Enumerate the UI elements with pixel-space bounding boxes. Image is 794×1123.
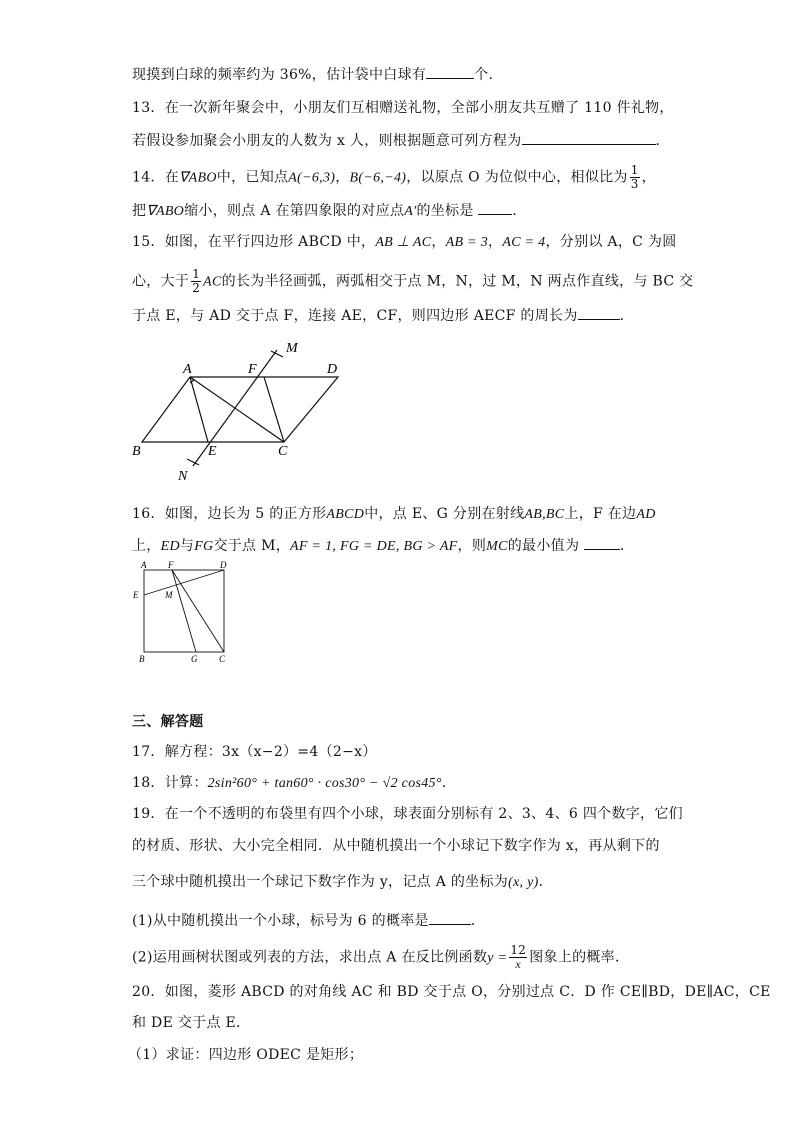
q19-line1: 19．在一个不透明的布袋里有四个小球，球表面分别标有 2、3、4、6 四个数字，它们 bbox=[132, 806, 683, 822]
q15-text: ， bbox=[431, 234, 446, 250]
answer-blank bbox=[578, 305, 620, 320]
q15-text: 的长为半径画弧，两弧相交于点 M，N，过 M，N 两点作直线，与 BC 交 bbox=[221, 273, 694, 290]
q16-square-figure bbox=[130, 558, 240, 668]
q14-ratio-fraction bbox=[630, 164, 640, 191]
q15-math: AB = 3 bbox=[445, 235, 489, 250]
q13-line2 bbox=[132, 130, 670, 151]
label-e: E bbox=[208, 444, 217, 459]
q14-end: ． bbox=[512, 203, 527, 219]
label-a: A bbox=[141, 560, 147, 570]
label-b: B bbox=[132, 444, 141, 459]
q14-text: 缩小，则点 A 在第四象限的对应点 bbox=[184, 203, 405, 219]
label-e: E bbox=[133, 590, 139, 600]
q13-end: ． bbox=[655, 133, 670, 149]
label-b: B bbox=[139, 654, 145, 664]
fraction-numerator: 1 bbox=[192, 267, 201, 281]
q15-half-fraction bbox=[191, 268, 201, 295]
q16-math: ABCD bbox=[326, 507, 365, 522]
q13-line1: 13．在一次新年聚会中，小朋友们互相赠送礼物，全部小朋友共互赠了 110 件礼物， bbox=[132, 100, 674, 116]
label-m: M bbox=[286, 341, 298, 356]
q16-math: FG bbox=[194, 539, 214, 554]
q14-text: ， bbox=[641, 169, 656, 186]
segment-mc bbox=[172, 570, 224, 652]
q19-math: (x, y) bbox=[508, 875, 539, 890]
q13-line2-text: 若假设参加聚会小朋友的人数为 x 人，则根据题意可列方程为 bbox=[132, 133, 522, 149]
q14-text: 中，已知点 bbox=[216, 169, 289, 186]
q15-text: 于点 E，与 AD 交于点 F，连接 AE，CF，则四边形 AECF 的周长为 bbox=[132, 308, 578, 324]
label-c: C bbox=[278, 444, 288, 459]
diagonal-ac bbox=[190, 377, 284, 442]
q17-line: 17．解方程：3x（x−2）=4（2−x） bbox=[132, 744, 377, 760]
q15-parallelogram-figure bbox=[128, 338, 348, 488]
q16-math: AD bbox=[636, 507, 656, 522]
segment-cf bbox=[264, 377, 284, 442]
q19-text: (1)从中随机摸出一个小球，标号为 6 的概率是 bbox=[132, 913, 429, 929]
q19-sub1 bbox=[132, 910, 485, 931]
q15-text: 15．如图，在平行四边形 ABCD 中， bbox=[132, 234, 376, 250]
fraction-denominator: 2 bbox=[192, 281, 201, 295]
q12-text: 现摸到白球的频率约为 36%，估计袋中白球有 bbox=[132, 67, 427, 83]
q15-math: AC bbox=[203, 274, 222, 290]
fraction-numerator: 12 bbox=[510, 943, 527, 957]
q16-text: 上，F 在边 bbox=[564, 506, 637, 522]
section-title: 三、解答题 bbox=[132, 714, 204, 730]
q19-text: 图象上的概率． bbox=[529, 949, 630, 966]
q12-end: 个． bbox=[474, 67, 503, 83]
label-a: A bbox=[183, 362, 192, 377]
parallelogram-abcd bbox=[142, 377, 338, 442]
q14-text: 的坐标是 bbox=[416, 203, 474, 219]
fraction-denominator: 3 bbox=[630, 177, 639, 191]
answer-blank bbox=[478, 200, 512, 215]
q14-text: ， bbox=[335, 169, 350, 186]
q15-math: AC = 4 bbox=[502, 235, 546, 250]
q18-line bbox=[132, 773, 456, 794]
q15-line3 bbox=[132, 305, 634, 326]
q19-text: 三个球中随机摸出一个球记下数字作为 y，记点 A 的坐标为 bbox=[132, 874, 509, 890]
q16-math: AF = 1, FG = DE, BG > AF bbox=[290, 539, 458, 554]
q18-end: ． bbox=[441, 775, 457, 791]
q15-line2 bbox=[132, 268, 693, 295]
q14-point-a-prime: A′ bbox=[404, 204, 417, 219]
q16-line2 bbox=[132, 535, 634, 557]
q14-triangle: ∇ABO bbox=[146, 204, 185, 219]
q14-line2 bbox=[132, 200, 527, 222]
q20-sub1: （1）求证：四边形 ODEC 是矩形； bbox=[128, 1047, 364, 1063]
q20-line2: 和 DE 交于点 E． bbox=[132, 1015, 251, 1031]
q16-text: 的最小值为 bbox=[507, 538, 580, 554]
q14-text: 14．在 bbox=[132, 169, 180, 186]
q19-line3 bbox=[132, 872, 553, 893]
label-d: D bbox=[220, 560, 227, 570]
q14-point-b: B(−6,−4) bbox=[349, 170, 407, 186]
q16-line1 bbox=[132, 504, 656, 525]
q19-text: (2)运用画树状图或列表的方法，求出点 A 在反比例函数 bbox=[132, 949, 488, 966]
q19-fraction bbox=[509, 944, 527, 971]
q16-text: 与 bbox=[179, 538, 195, 554]
q14-text: 把 bbox=[132, 203, 147, 219]
q14-text: ，以原点 O 为位似中心，相似比为 bbox=[406, 169, 628, 186]
q16-math: MC bbox=[486, 539, 508, 554]
q16-text: 上， bbox=[132, 538, 161, 554]
q15-text: ，分别以 A，C 为圆 bbox=[545, 234, 677, 250]
q15-math: AB ⊥ AC bbox=[375, 235, 432, 250]
q16-math: ED bbox=[160, 539, 180, 554]
q20-line1: 20．如图，菱形 ABCD 的对角线 AC 和 BD 交于点 O，分别过点 C．D 作 CE∥BD，DE∥AC，CE bbox=[132, 984, 771, 1000]
q19-text: ． bbox=[538, 874, 553, 890]
q16-text: ，则 bbox=[457, 538, 487, 554]
label-m: M bbox=[165, 590, 173, 600]
label-g: G bbox=[191, 654, 198, 664]
fraction-denominator: x bbox=[515, 957, 522, 971]
q18-text: 18．计算： bbox=[132, 775, 208, 791]
answer-blank bbox=[584, 535, 620, 550]
q16-math: AB,BC bbox=[524, 507, 565, 522]
q15-line1 bbox=[132, 232, 677, 253]
q15-text: ， bbox=[488, 234, 503, 250]
label-d: D bbox=[327, 362, 338, 377]
q19-line2: 的材质、形状、大小完全相同．从中随机摸出一个小球记下数字作为 x，再从剩下的 bbox=[132, 838, 660, 854]
label-f: F bbox=[168, 560, 174, 570]
line-mn bbox=[193, 350, 277, 466]
q14-triangle: ∇ABO bbox=[179, 170, 217, 186]
q19-end: ． bbox=[470, 913, 486, 929]
label-n: N bbox=[178, 469, 188, 484]
q19-math: y = bbox=[487, 950, 508, 966]
q19-sub2 bbox=[132, 944, 629, 971]
q15-text: 心，大于 bbox=[132, 273, 190, 290]
answer-blank bbox=[429, 910, 471, 925]
q14-line1 bbox=[132, 164, 656, 191]
q16-end: ． bbox=[620, 538, 635, 554]
segment-ed bbox=[144, 570, 224, 595]
q16-text: 16．如图，边长为 5 的正方形 bbox=[132, 506, 327, 522]
segment-ae bbox=[190, 377, 208, 442]
q16-text: 中，点 E、G 分别在射线 bbox=[364, 506, 525, 522]
q16-text: 交于点 M， bbox=[213, 538, 291, 554]
q15-end: ． bbox=[619, 308, 634, 324]
q12-tail-line bbox=[132, 64, 503, 85]
answer-blank bbox=[426, 64, 474, 79]
fraction-numerator: 1 bbox=[630, 163, 639, 177]
label-c: C bbox=[219, 654, 226, 664]
label-f: F bbox=[248, 362, 257, 377]
q18-expression: 2sin²60° + tan60° · cos30° − √2 cos45° bbox=[207, 776, 442, 791]
q14-point-a: A(−6,3) bbox=[288, 170, 336, 186]
answer-blank bbox=[522, 130, 656, 145]
